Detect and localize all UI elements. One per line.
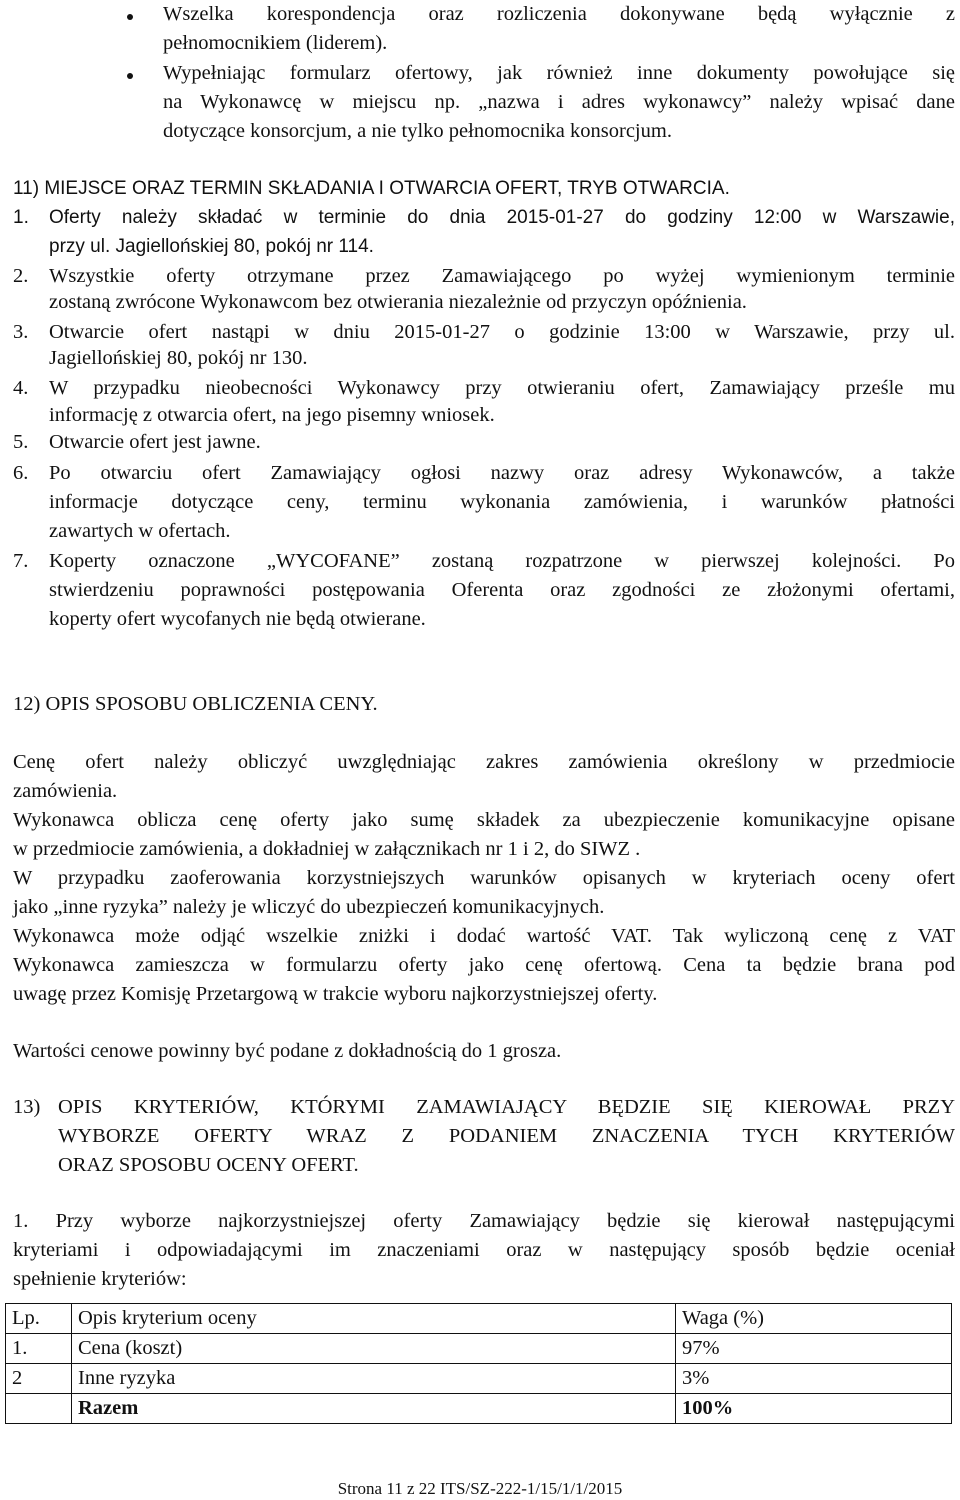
- section-13-heading: OPIS KRYTERIÓW, KTÓRYMI ZAMAWIAJĄCY BĘDZIE SIĘ KIEROWAŁ PRZY: [58, 1096, 955, 1118]
- section-12-heading: 12) OPIS SPOSOBU OBLICZENIA CENY.: [13, 693, 378, 715]
- bullet-text: Wszelka korespondencja oraz rozliczenia dokonywane będą wyłącznie z: [163, 3, 955, 25]
- item-number: 7.: [13, 550, 29, 572]
- item-text: Koperty oznaczone „WYCOFANE” zostaną rozpatrzone w pierwszej kolejności. Po: [49, 550, 955, 572]
- table-total-label: Razem: [72, 1394, 676, 1424]
- item-number: 4.: [13, 377, 29, 399]
- paragraph-line: spełnienie kryteriów:: [13, 1268, 187, 1290]
- paragraph-line: W przypadku zaoferowania korzystniejszych warunków opisanych w kryteriach oceny ofert: [13, 867, 955, 889]
- item-text: informacje dotyczące ceny, terminu wykonania zamówienia, i warunków płatności: [49, 491, 955, 513]
- item-text: Po otwarciu ofert Zamawiający ogłosi nazwy oraz adresy Wykonawców, a także: [49, 462, 955, 484]
- item-number: 6.: [13, 462, 29, 484]
- paragraph-line: Wykonawca oblicza cenę oferty jako sumę składek za ubezpieczenie komunikacyjne opisane: [13, 809, 955, 831]
- item-number: 3.: [13, 321, 29, 343]
- table-cell: 97%: [676, 1334, 952, 1364]
- item-text: koperty ofert wycofanych nie będą otwierane.: [49, 608, 426, 630]
- item-text: Jagiellońskiej 80, pokój nr 130.: [49, 347, 308, 369]
- table-header-row: [6, 1304, 952, 1334]
- page-footer: Strona 11 z 22 ITS/SZ-222-1/15/1/1/2015: [337, 1479, 623, 1498]
- paragraph-line: 1. Przy wyborze najkorzystniejszej oferty Zamawiający będzie się kierował następującymi: [13, 1210, 955, 1232]
- paragraph-line: Wartości cenowe powinny być podane z dokładnością do 1 grosza.: [13, 1040, 562, 1062]
- section-13-heading: WYBORZE OFERTY WRAZ Z PODANIEM ZNACZENIA TYCH KRYTERIÓW: [58, 1125, 955, 1147]
- criteria-table: [5, 1303, 952, 1424]
- paragraph-line: kryteriami i odpowiadającymi im znaczeniami oraz w następujący sposób będzie oceniał: [13, 1239, 955, 1261]
- paragraph-line: w przedmiocie zamówienia, a dokładniej w załącznikach nr 1 i 2, do SIWZ .: [13, 838, 641, 860]
- section-11-heading: 11) MIEJSCE ORAZ TERMIN SKŁADANIA I OTWARCIA OFERT, TRYB OTWARCIA.: [13, 178, 730, 199]
- paragraph-line: zamówienia.: [13, 780, 118, 802]
- table-total-row: [6, 1394, 952, 1424]
- table-header-cell: Waga (%): [676, 1304, 952, 1334]
- section-13-heading: ORAZ SPOSOBU OCENY OFERT.: [58, 1154, 359, 1176]
- bullet-text: pełnomocnikiem (liderem).: [163, 32, 388, 54]
- paragraph-line: Wykonawca zamieszcza w formularzu oferty jako cenę ofertową. Cena ta będzie brana pod: [13, 954, 955, 976]
- item-text: zawartych w ofertach.: [49, 520, 231, 542]
- table-cell: Inne ryzyka: [72, 1364, 676, 1394]
- table-header-cell: Lp.: [6, 1304, 72, 1334]
- item-text: Wszystkie oferty otrzymane przez Zamawiającego po wyżej wymienionym terminie: [49, 265, 955, 287]
- item-text: Oferty należy składać w terminie do dnia 2015-01-27 do godziny 12:00 w Warszawie,: [49, 207, 955, 228]
- item-text: Otwarcie ofert nastąpi w dniu 2015-01-27 o godzinie 13:00 w Warszawie, przy ul.: [49, 321, 955, 343]
- bullet-text: dotyczące konsorcjum, a nie tylko pełnomocnika konsorcjum.: [163, 120, 672, 142]
- bullet-icon: [127, 14, 133, 20]
- item-number: 5.: [13, 431, 29, 453]
- paragraph-line: uwagę przez Komisję Przetargową w trakcie wyboru najkorzystniejszej oferty.: [13, 983, 658, 1005]
- table-row: [6, 1334, 952, 1364]
- bullet-icon: [127, 73, 133, 79]
- item-number: 2.: [13, 265, 29, 287]
- table-row: [6, 1364, 952, 1394]
- table-cell: 1.: [6, 1334, 72, 1364]
- table-cell: 3%: [676, 1364, 952, 1394]
- bullet-text: na Wykonawcę w miejscu np. „nazwa i adres wykonawcy” należy wpisać dane: [163, 91, 955, 113]
- item-text: przy ul. Jagiellońskiej 80, pokój nr 114.: [49, 236, 374, 257]
- item-text: Otwarcie ofert jest jawne.: [49, 431, 261, 453]
- table-cell: [6, 1394, 72, 1424]
- table-cell: 2: [6, 1364, 72, 1394]
- paragraph-line: jako „inne ryzyka” należy je wliczyć do ubezpieczeń komunikacyjnych.: [13, 896, 605, 918]
- table-header-cell: Opis kryterium oceny: [72, 1304, 676, 1334]
- table-total-value: 100%: [676, 1394, 952, 1424]
- paragraph-line: Wykonawca może odjąć wszelkie zniżki i dodać wartość VAT. Tak wyliczoną cenę z VAT: [13, 925, 955, 947]
- item-text: W przypadku nieobecności Wykonawcy przy otwieraniu ofert, Zamawiający prześle mu: [49, 377, 955, 399]
- paragraph-line: Cenę ofert należy obliczyć uwzględniając zakres zamówienia określony w przedmiocie: [13, 751, 955, 773]
- item-text: zostaną zwrócone Wykonawcom bez otwierania niezależnie od przyczyn opóźnienia.: [49, 291, 747, 313]
- section-13-number: 13): [13, 1096, 41, 1118]
- item-number: 1.: [13, 207, 29, 228]
- item-text: stwierdzeniu poprawności postępowania Oferenta oraz zgodności ze złożonymi ofertami,: [49, 579, 955, 601]
- bullet-text: Wypełniając formularz ofertowy, jak również inne dokumenty powołujące się: [163, 62, 955, 84]
- item-text: informację z otwarcia ofert, na jego pisemny wniosek.: [49, 404, 495, 426]
- table-cell: Cena (koszt): [72, 1334, 676, 1364]
